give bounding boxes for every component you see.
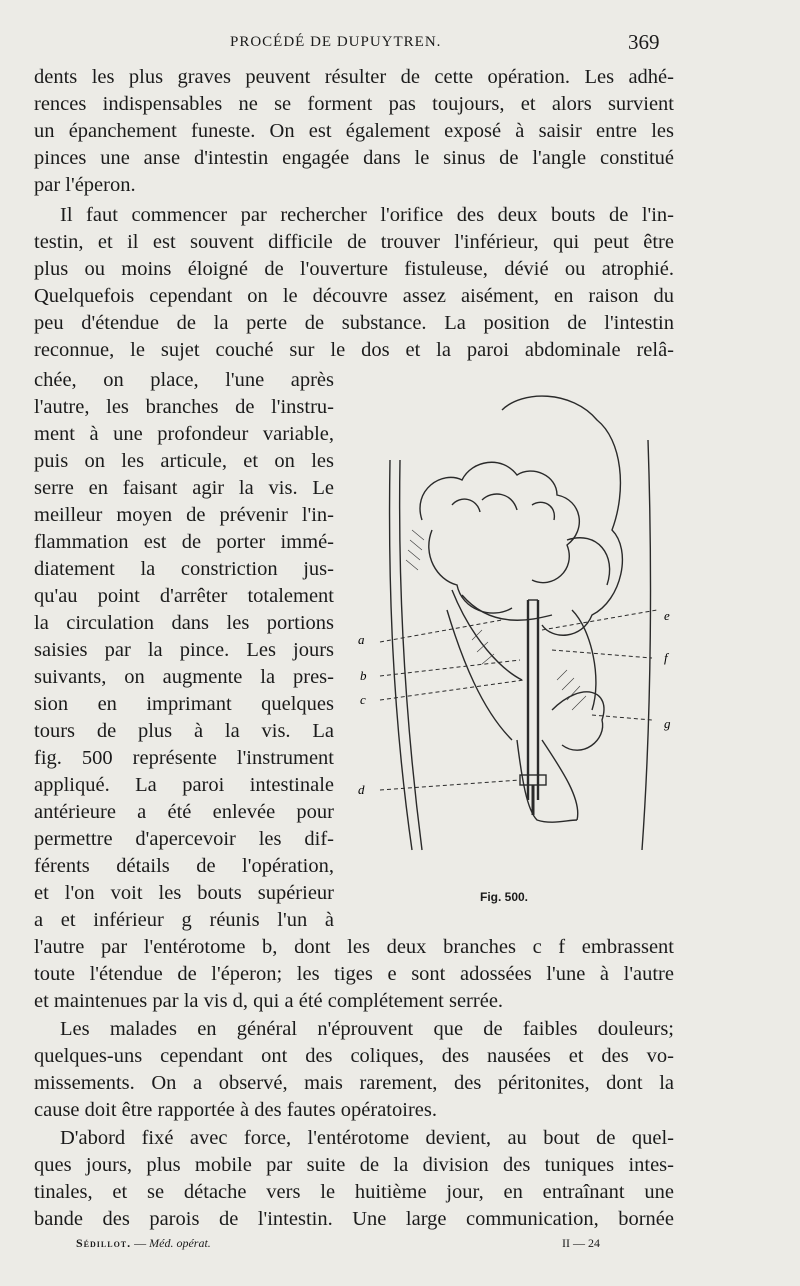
figure-label-d: d — [358, 782, 365, 797]
text-line: la circulation dans les portions — [34, 612, 334, 634]
text-line: Les malades en général n'éprouvent que de faibles douleurs; — [60, 1018, 674, 1040]
page-number: 369 — [628, 30, 660, 54]
text-line: flammation est de porter immé- — [34, 531, 334, 553]
text-line: testin, et il est souvent difficile de trouver l'inférieur, qui peut être — [34, 231, 674, 253]
text-line: chée, on place, l'une après — [34, 369, 334, 391]
running-title: PROCÉDÉ DE DUPUYTREN. — [230, 34, 442, 50]
text-line: rences indispensables ne se forment pas toujours, et alors survient — [34, 93, 674, 115]
text-line: férents détails de l'opération, — [34, 855, 334, 877]
text-line: et l'on voit les bouts supérieur — [34, 882, 334, 904]
text-line: l'autre, les branches de l'instru- — [34, 396, 334, 418]
text-line: puis on les articule, et on les — [34, 450, 334, 472]
footer-author: Sédillot. — [76, 1236, 132, 1250]
text-line: meilleur moyen de prévenir l'in- — [34, 504, 334, 526]
text-line: missements. On a observé, mais rarement, des péritonites, dont la — [34, 1072, 674, 1094]
figure-label-e: e — [664, 608, 670, 623]
text-line: toute l'étendue de l'éperon; les tiges e sont adossées l'une à l'autre — [34, 963, 674, 985]
text-line: Il faut commencer par rechercher l'orifice des deux bouts de l'in- — [60, 204, 674, 226]
text-line: l'autre par l'entérotome b, dont les deux branches c f embrassent — [34, 936, 674, 958]
text-line: suivants, on augmente la pres- — [34, 666, 334, 688]
text-line: dents les plus graves peuvent résulter de cette opération. Les adhé- — [34, 66, 674, 88]
text-line: ment à une profondeur variable, — [34, 423, 334, 445]
text-line: reconnue, le sujet couché sur le dos et la paroi abdominale relâ- — [34, 339, 674, 361]
text-line: permettre d'apercevoir les dif- — [34, 828, 334, 850]
text-line: tours de plus à la vis. La — [34, 720, 334, 742]
text-line: tinales, et se détache vers le huitième jour, en entraînant une — [34, 1181, 674, 1203]
figure-label-a: a — [358, 632, 365, 647]
text-line: diatement la constriction jus- — [34, 558, 334, 580]
text-line: peu d'étendue de la perte de substance. La position de l'intestin — [34, 312, 674, 334]
text-line: antérieure a été enlevée pour — [34, 801, 334, 823]
text-line: un épanchement funeste. On est également exposé à saisir entre les — [34, 120, 674, 142]
text-line: qu'au point d'arrêter totalement — [34, 585, 334, 607]
figure-label-b: b — [360, 668, 367, 683]
figure-500-illustration — [352, 380, 682, 900]
footer-signature-left — [76, 1236, 211, 1251]
figure-label-f: f — [664, 650, 668, 665]
text-line: serre en faisant agir la vis. Le — [34, 477, 334, 499]
text-line: Quelquefois cependant on le découvre assez aisément, en raison du — [34, 285, 674, 307]
text-line: plus ou moins éloigné de l'ouverture fistuleuse, dévié ou atrophié. — [34, 258, 674, 280]
text-line: appliqué. La paroi intestinale — [34, 774, 334, 796]
text-line: par l'éperon. — [34, 174, 136, 196]
footer-sheet-signature: II — 24 — [562, 1236, 600, 1250]
text-line: ques jours, plus mobile par suite de la division des tuniques intes- — [34, 1154, 674, 1176]
footer-dash: — — [131, 1236, 150, 1250]
footer-work: Méd. opérat. — [149, 1236, 211, 1250]
figure-caption: Fig. 500. — [480, 890, 529, 904]
text-line: quelques-uns cependant ont des coliques, des nausées et des vo- — [34, 1045, 674, 1067]
text-line: saisies par la pince. Les jours — [34, 639, 334, 661]
enterotome-engraving — [352, 380, 682, 900]
text-line: bande des parois de l'intestin. Une large communication, bornée — [34, 1208, 674, 1230]
figure-label-c: c — [360, 692, 366, 707]
text-line: D'abord fixé avec force, l'entérotome devient, au bout de quel- — [60, 1127, 674, 1149]
text-line: pinces une anse d'intestin engagée dans le sinus de l'angle constitué — [34, 147, 674, 169]
text-line: fig. 500 représente l'instrument — [34, 747, 334, 769]
figure-label-g: g — [664, 716, 671, 731]
text-line: et maintenues par la vis d, qui a été complétement serrée. — [34, 990, 504, 1012]
text-line: cause doit être rapportée à des fautes opératoires. — [34, 1099, 437, 1121]
text-line: a et inférieur g réunis l'un à — [34, 909, 334, 931]
text-line: sion en imprimant quelques — [34, 693, 334, 715]
